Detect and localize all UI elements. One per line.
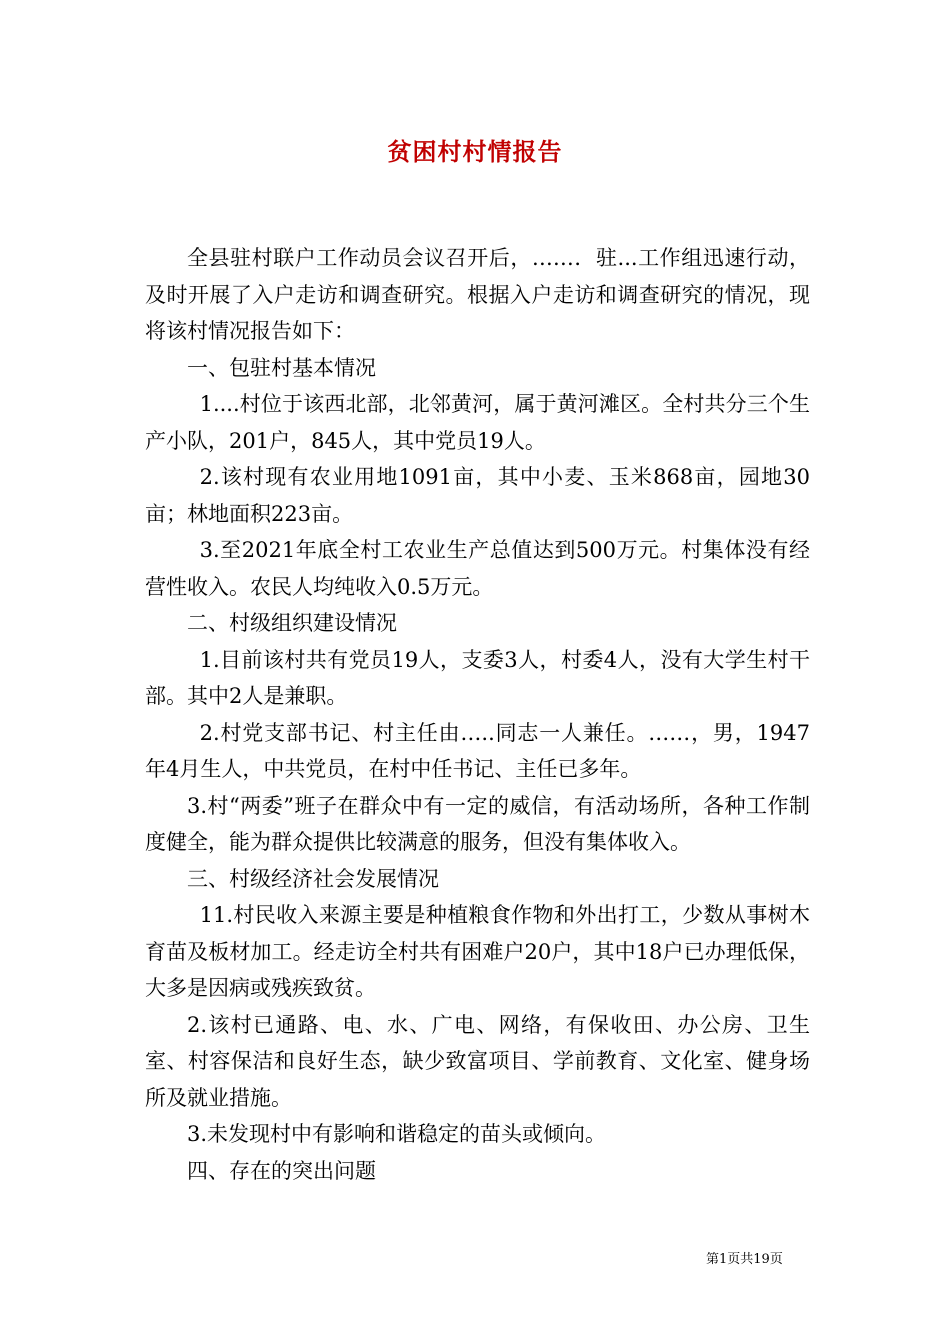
section-3-item-1: 11.村民收入来源主要是种植粮食作物和外出打工，少数从事树木育苗及板材加工。经走访全村共有困难户20户，其中18户已办理低保，大多是因病或残疾致贫。: [145, 903, 810, 1000]
section-heading-2: 二、村级组织建设情况: [187, 611, 397, 635]
section-3-item-2: 2.该村已通路、电、水、广电、网络，有保收田、办公房、卫生室、村容保洁和良好生态，缺少致富项目、学前教育、文化室、健身场所及就业措施。: [145, 1012, 810, 1110]
section-1-item-2: 2.该村现有农业用地1091亩，其中小麦、玉米868亩，园地30亩；林地面积223亩。: [145, 465, 810, 526]
section-2-item-3: 3.村“两委”班子在群众中有一定的威信，有活动场所，各种工作制度健全，能为群众提供比较满意的服务，但没有集体收入。: [145, 793, 810, 854]
section-heading-1: 一、包驻村基本情况: [187, 355, 376, 380]
section-1-item-1: 1....村位于该西北部，北邻黄河，属于黄河滩区。全村共分三个生产小队，201户，845人，其中党员19人。: [145, 392, 810, 453]
section-heading-4: 四、存在的突出问题: [187, 1158, 376, 1183]
document-title: 贫困村村情报告: [387, 137, 563, 166]
document-body: [145, 240, 810, 1189]
section-heading-3: 三、村级经济社会发展情况: [187, 866, 439, 891]
section-1-item-3: 3.至2021年底全村工农业生产总值达到500万元。村集体没有经营性收入。农民人均纯收入0.5万元。: [145, 538, 810, 599]
section-3-item-3: 3.未发现村中有影响和谐稳定的苗头或倾向。: [187, 1122, 607, 1146]
page-number: 第1页共19页: [706, 1252, 783, 1267]
section-2-item-1: 1.目前该村共有党员19人，支委3人，村委4人，没有大学生村干部。其中2人是兼职。: [145, 647, 810, 708]
intro-paragraph: 全县驻村联户工作动员会议召开后，……．驻...工作组迅速行动，及时开展了入户走访和调查研究。根据入户走访和调查研究的情况，现将该村情况报告如下：: [145, 246, 810, 343]
section-2-item-2: 2.村党支部书记、村主任由…..同志一人兼任。……，男，1947年4月生人，中共党员，在村中任书记、主任已多年。: [145, 720, 810, 781]
